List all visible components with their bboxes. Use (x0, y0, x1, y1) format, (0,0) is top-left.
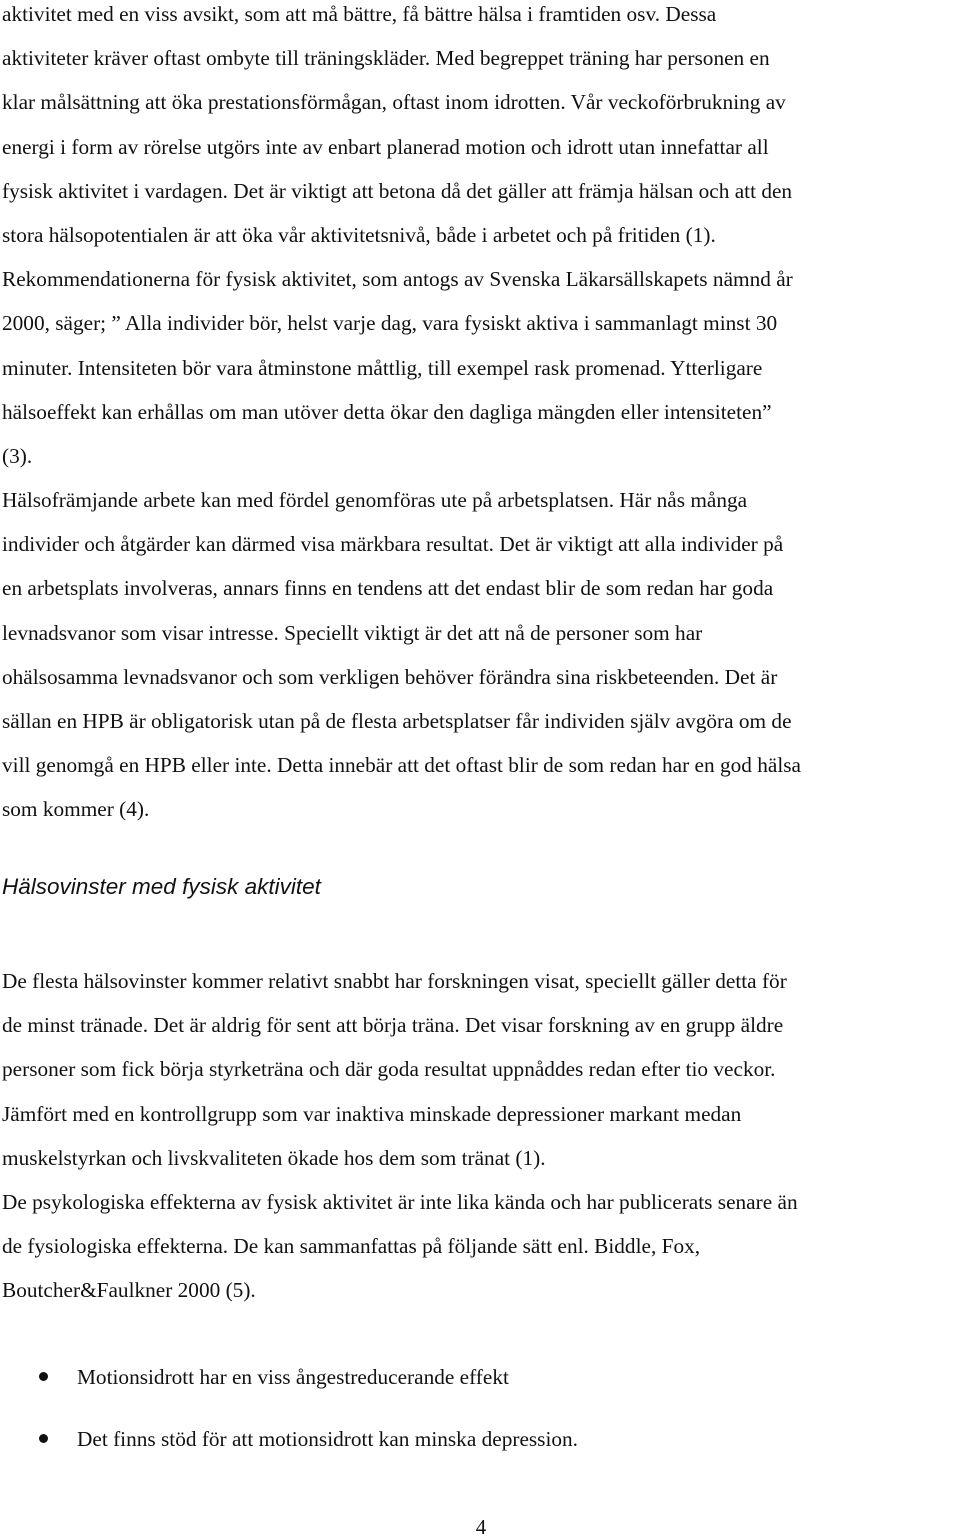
text-line: ohälsosamma levnadsvanor och som verkligen behöver förändra sina riskbeteenden. Det är (2, 664, 778, 689)
bullet-list (0, 1355, 960, 1479)
text-line: aktiviteter kräver oftast ombyte till träningskläder. Med begreppet träning har personen en (2, 46, 770, 71)
text-line: minuter. Intensiteten bör vara åtminstone måttlig, till exempel rask promenad. Ytterligare (2, 355, 763, 380)
section-heading: Hälsovinster med fysisk aktivitet (2, 874, 321, 899)
text-line: fysisk aktivitet i vardagen. Det är viktigt att betona då det gäller att främja hälsan och att den (2, 178, 793, 203)
text-line: stora hälsopotentialen är att öka vår aktivitetsnivå, både i arbetet och på fritiden (1). (2, 222, 716, 247)
bullet-text: Motionsidrott har en viss ångestreducerande effekt (77, 1365, 509, 1389)
text-line: Jämfört med en kontrollgrupp som var inaktiva minskade depressioner markant medan (2, 1101, 742, 1126)
bullet-icon (39, 1372, 48, 1381)
list-item (0, 1417, 960, 1479)
text-line: hälsoeffekt kan erhållas om man utöver detta ökar den dagliga mängden eller intensiteten” (2, 399, 772, 424)
page-number: 4 (475, 1515, 487, 1539)
body-paragraph-1 (2, 0, 960, 832)
text-line: (3). (2, 443, 33, 468)
text-line: Boutcher&Faulkner 2000 (5). (2, 1278, 256, 1303)
text-line: levnadsvanor som visar intresse. Speciellt viktigt är det att nå de personer som har (2, 620, 703, 645)
text-line: De psykologiska effekterna av fysisk aktivitet är inte lika kända och har publicerats senare än (2, 1189, 798, 1214)
text-line: de minst tränade. Det är aldrig för sent att börja träna. Det visar forskning av en grupp äldre (2, 1013, 784, 1038)
text-line: en arbetsplats involveras, annars finns en tendens att det endast blir de som redan har goda (2, 576, 774, 601)
text-line: individer och åtgärder kan därmed visa märkbara resultat. Det är viktigt att alla individer på (2, 532, 784, 557)
text-line: de fysiologiska effekterna. De kan sammanfattas på följande sätt enl. Biddle, Fox, (2, 1234, 701, 1259)
text-line: Hälsofrämjande arbete kan med fördel genomföras ute på arbetsplatsen. Här nås många (2, 488, 748, 513)
bullet-icon (39, 1434, 48, 1443)
text-line: 2000, säger; ” Alla individer bör, helst varje dag, vara fysiskt aktiva i sammanlagt minst 30 (2, 311, 778, 336)
text-line: muskelstyrkan och livskvaliteten ökade hos dem som tränat (1). (2, 1145, 546, 1170)
text-line: sällan en HPB är obligatorisk utan på de flesta arbetsplatser får individen själv avgöra om de (2, 709, 792, 733)
text-line: De flesta hälsovinster kommer relativt snabbt har forskningen visat, speciellt gäller detta för (2, 969, 787, 993)
text-line: klar målsättning att öka prestationsförmågan, oftast inom idrotten. Vår veckoförbrukning av (2, 90, 786, 115)
text-line: personer som fick börja styrketräna och där goda resultat uppnåddes redan efter tio veckor. (2, 1057, 776, 1082)
list-item (0, 1355, 960, 1417)
body-paragraph-2 (2, 959, 960, 1313)
text-line: vill genomgå en HPB eller inte. Detta innebär att det oftast blir de som redan har en god hälsa (2, 753, 801, 778)
text-line: aktivitet med en viss avsikt, som att må bättre, få bättre hälsa i framtiden osv. Dessa (2, 2, 717, 26)
bullet-text: Det finns stöd för att motionsidrott kan minska depression. (77, 1427, 579, 1451)
text-line: Rekommendationerna för fysisk aktivitet, som antogs av Svenska Läkarsällskapets nämnd år (2, 267, 793, 292)
text-line: energi i form av rörelse utgörs inte av enbart planerad motion och idrott utan innefattar all (2, 134, 769, 159)
text-line: som kommer (4). (2, 797, 150, 822)
